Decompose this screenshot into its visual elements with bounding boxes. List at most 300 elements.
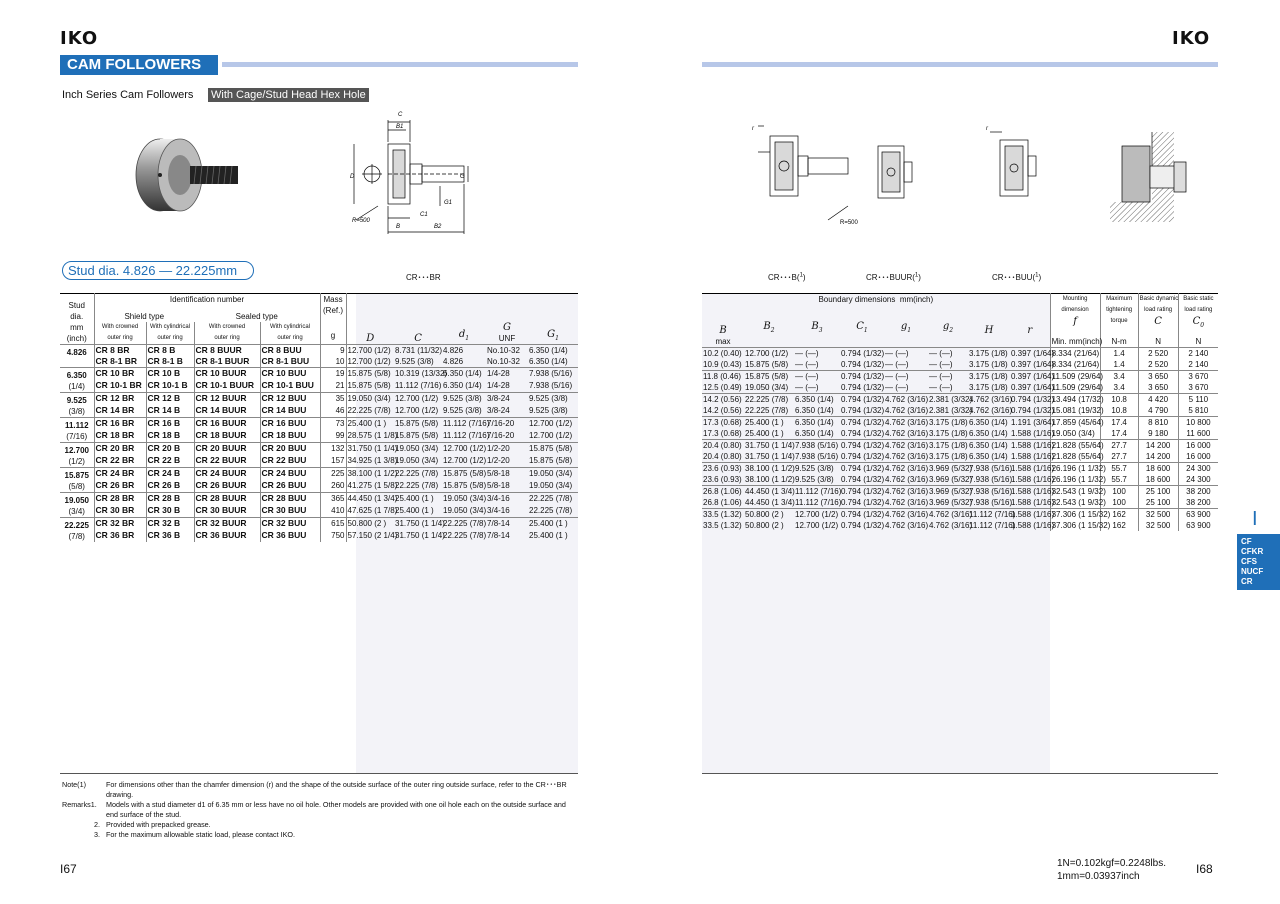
cell-C: 25.400 (1 ) <box>395 494 434 503</box>
cell-sh_c: CR 8 BR <box>94 344 146 356</box>
cam-follower-photo <box>132 130 242 220</box>
cell-C0: 5 810 <box>1178 405 1218 417</box>
cell-B2: 22.225 (7/8) <box>745 394 789 404</box>
side-tab-item[interactable]: CR <box>1241 577 1253 586</box>
side-tab-item[interactable]: NUCF <box>1241 567 1264 576</box>
cell-C1: 0.794 (1/32) <box>841 394 885 404</box>
stud-dia-cell: 6.350 (1/4) <box>60 367 94 392</box>
cell-Cd: 18 600 <box>1138 462 1178 474</box>
table-row <box>60 380 578 393</box>
stud-dia-inch: (7/16) <box>66 431 88 441</box>
cell-f: 37.306 (1 15/32) <box>1051 509 1111 519</box>
dim-label-G: G <box>460 174 465 180</box>
cell-Cd: 4 790 <box>1138 405 1178 417</box>
dim-label-r-b: r <box>752 126 754 132</box>
cell-C1: 0.794 (1/32) <box>841 440 885 450</box>
cell-se_y: CR 24 BUU <box>260 467 320 480</box>
cell-r: 0.794 (1/32) <box>1011 405 1055 415</box>
note1-label: Note(1) <box>62 780 86 789</box>
cell-G1: 12.700 (1/2) <box>529 419 573 428</box>
cell-T: 10.8 <box>1100 393 1138 405</box>
dim-label-R500: R=500 <box>352 218 370 224</box>
cell-C0: 24 300 <box>1178 462 1218 474</box>
section-title: CAM FOLLOWERS <box>60 55 218 75</box>
cell-d1: 12.700 (1/2) <box>443 456 487 465</box>
cell-sh_y: CR 22 B <box>146 455 194 468</box>
table-row <box>60 405 578 418</box>
hdr-B: B <box>719 324 727 336</box>
cell-H: 7.938 (5/16) <box>969 486 1013 496</box>
cell-se_c: CR 16 BUUR <box>194 417 260 430</box>
cell-C0: 5 110 <box>1178 393 1218 405</box>
cell-se_c: CR 8-1 BUUR <box>194 356 260 368</box>
cell-g2: 4.762 (3/16) <box>929 520 973 530</box>
cell-r: 0.397 (1/64) <box>1011 371 1055 381</box>
cell-B3: 7.938 (5/16) <box>795 440 839 450</box>
hdr-B2: $B_2$ <box>763 320 775 334</box>
remark2-text: Provided with prepacked grease. <box>106 820 211 829</box>
left-spec-table <box>60 293 578 542</box>
cell-B: 10.2 (0.40) <box>703 348 742 358</box>
cell-g2: 3.175 (1/8) <box>929 417 968 427</box>
cell-d1: 6.350 (1/4) <box>443 369 482 378</box>
cell-sh_y: CR 18 B <box>146 430 194 443</box>
cell-Cd: 3 650 <box>1138 370 1178 382</box>
cell-H: 6.350 (1/4) <box>969 440 1008 450</box>
cell-se_c: CR 14 BUUR <box>194 405 260 418</box>
hdr-max: max <box>715 336 731 346</box>
cell-g2: 3.969 (5/32) <box>929 486 973 496</box>
cell-g1: 4.762 (3/16) <box>885 394 929 404</box>
cell-B: 33.5 (1.32) <box>703 509 742 519</box>
brand-logo-right: IKO <box>1172 28 1211 49</box>
cell-g1: 4.762 (3/16) <box>885 417 929 427</box>
cell-C1: 0.794 (1/32) <box>841 451 885 461</box>
cell-T: 100 <box>1100 485 1138 497</box>
cell-sh_c: CR 30 BR <box>94 505 146 518</box>
cell-B: 23.6 (0.93) <box>703 463 742 473</box>
cell-D: 47.625 (1 7/8) <box>347 506 398 515</box>
cell-Cd: 14 200 <box>1138 451 1178 463</box>
table-row <box>60 367 578 380</box>
cell-mass: 21 <box>320 380 346 393</box>
cell-C: 19.050 (3/4) <box>395 456 439 465</box>
cell-se_c: CR 36 BUUR <box>194 530 260 542</box>
cell-d1: 6.350 (1/4) <box>443 381 482 390</box>
cell-T: 55.7 <box>1100 462 1138 474</box>
table-row <box>60 517 578 530</box>
caption-cr-b: CR･･･B($^1$) <box>768 272 806 282</box>
cell-B3: 9.525 (3/8) <box>795 463 834 473</box>
cell-Cd: 8 810 <box>1138 416 1178 428</box>
cell-B3: 9.525 (3/8) <box>795 474 834 484</box>
cell-f: 37.306 (1 15/32) <box>1051 520 1111 530</box>
cell-C1: 0.794 (1/32) <box>841 428 885 438</box>
cell-sh_c: CR 22 BR <box>94 455 146 468</box>
cell-d1: 19.050 (3/4) <box>443 506 487 515</box>
caption-cr-buu: CR･･･BUU($^1$) <box>992 272 1042 282</box>
cell-se_y: CR 36 BUU <box>260 530 320 542</box>
remark3-num: 3. <box>94 830 100 839</box>
table-row <box>702 439 1218 451</box>
cell-r: 0.397 (1/64) <box>1011 348 1055 358</box>
hdr-g2: $g_2$ <box>942 320 954 334</box>
note1-text: For dimensions other than the chamfer dimension (r) and the shape of the outside surface of the outer ring outside surface, refer to the CR･･･BR drawing. <box>106 780 567 799</box>
cell-C0: 10 800 <box>1178 416 1218 428</box>
cell-g2: ― (―) <box>929 371 953 381</box>
cell-C: 11.112 (7/16) <box>395 381 442 390</box>
table-row <box>702 359 1218 371</box>
dim-label-r-buu: r <box>986 126 988 132</box>
cell-g1: 4.762 (3/16) <box>885 428 929 438</box>
cell-se_y: CR 10-1 BUU <box>260 380 320 393</box>
cell-B3: ― (―) <box>795 382 819 392</box>
hdr-B3: $B_3$ <box>811 320 823 334</box>
cell-B: 26.8 (1.06) <box>703 497 742 507</box>
cell-G1: 7.938 (5/16) <box>529 381 573 390</box>
side-index-letter: I <box>1252 508 1258 530</box>
cell-G: 1/2-20 <box>487 456 510 465</box>
cell-H: 7.938 (5/16) <box>969 497 1013 507</box>
stud-dia-inch: (3/8) <box>68 406 85 416</box>
cell-G1: 12.700 (1/2) <box>529 431 573 440</box>
cell-sh_y: CR 14 B <box>146 405 194 418</box>
cell-B2: 12.700 (1/2) <box>745 348 789 358</box>
cell-sh_y: CR 20 B <box>146 442 194 455</box>
table-row <box>60 430 578 443</box>
cell-C1: 0.794 (1/32) <box>841 348 885 358</box>
remarks-label: Remarks1. <box>62 800 97 809</box>
cell-d1: 19.050 (3/4) <box>443 494 487 503</box>
stud-dia-cell: 12.700 (1/2) <box>60 442 94 467</box>
cell-C0: 38 200 <box>1178 485 1218 497</box>
cell-r: 1.191 (3/64) <box>1011 417 1055 427</box>
cell-B3: 7.938 (5/16) <box>795 451 839 461</box>
cell-T: 162 <box>1100 520 1138 531</box>
left-table-bottom <box>60 773 578 774</box>
cell-sh_c: CR 24 BR <box>94 467 146 480</box>
cell-G1: 6.350 (1/4) <box>529 356 568 366</box>
dim-label-G1: G1 <box>444 200 453 206</box>
cr-buur-drawing <box>872 140 936 204</box>
hdr-mass: Mass (Ref.) g <box>320 294 346 345</box>
cell-r: 1.588 (1/16) <box>1011 463 1055 473</box>
cell-g2: ― (―) <box>929 348 953 358</box>
hdr-mounting: Mounting dimension f <box>1050 294 1100 336</box>
cell-sh_c: CR 20 BR <box>94 442 146 455</box>
cell-C: 22.225 (7/8) <box>395 469 439 478</box>
cell-H: 4.762 (3/16) <box>969 405 1013 415</box>
cell-G1: 9.525 (3/8) <box>529 394 568 403</box>
cell-mass: 9 <box>320 344 346 356</box>
stud-dia-inch: (3/4) <box>68 506 85 516</box>
cell-se_c: CR 10-1 BUUR <box>194 380 260 393</box>
cell-H: 7.938 (5/16) <box>969 474 1013 484</box>
cell-C: 22.225 (7/8) <box>395 481 439 490</box>
cell-g1: 4.762 (3/16) <box>885 509 929 519</box>
cell-sh_y: CR 10 B <box>146 367 194 380</box>
cell-C0: 63 900 <box>1178 520 1218 531</box>
hdr-r: r <box>1027 324 1033 336</box>
table-row <box>702 393 1218 405</box>
table-row <box>702 370 1218 382</box>
cell-r: 1.588 (1/16) <box>1011 451 1055 461</box>
cell-sh_y: CR 8-1 B <box>146 356 194 368</box>
cell-T: 17.4 <box>1100 428 1138 440</box>
cell-B2: 38.100 (1 1/2) <box>745 463 795 473</box>
cell-f: 19.050 (3/4) <box>1050 428 1100 440</box>
series-title: Inch Series Cam Followers <box>62 89 194 101</box>
cell-B3: 6.350 (1/4) <box>795 428 834 438</box>
cell-sh_y: CR 32 B <box>146 517 194 530</box>
cell-G: 1/4-28 <box>487 381 510 390</box>
cell-C: 31.750 (1 1/4) <box>395 519 445 528</box>
cell-se_c: CR 32 BUUR <box>194 517 260 530</box>
table-row <box>60 455 578 468</box>
hdr-shield-cyl: With cylindrical outer ring <box>146 322 194 345</box>
mounting-drawing <box>1106 132 1198 224</box>
cell-se_c: CR 20 BUUR <box>194 442 260 455</box>
cell-T: 55.7 <box>1100 474 1138 486</box>
cell-C1: 0.794 (1/32) <box>841 371 885 381</box>
cell-G: 3/8-24 <box>487 406 510 415</box>
cell-g2: 2.381 (3/32) <box>929 405 973 415</box>
cell-se_y: CR 26 BUU <box>260 480 320 493</box>
brand-logo-left: IKO <box>60 28 99 49</box>
cell-B2: 44.450 (1 3/4) <box>745 497 795 507</box>
dim-label-B: B <box>396 224 401 230</box>
cell-C0: 38 200 <box>1178 497 1218 509</box>
cell-B2: 25.400 (1 ) <box>745 428 784 438</box>
cell-Cd: 3 650 <box>1138 382 1178 394</box>
title-rule-left <box>222 62 578 67</box>
cell-Cd: 14 200 <box>1138 439 1178 451</box>
cell-mass: 365 <box>320 492 346 505</box>
cell-B3: 12.700 (1/2) <box>795 520 839 530</box>
cell-B3: 11.112 (7/16) <box>795 497 842 507</box>
cell-B3: 6.350 (1/4) <box>795 405 834 415</box>
cell-g2: 3.175 (1/8) <box>929 451 968 461</box>
cell-g2: 3.969 (5/32) <box>929 474 973 484</box>
cell-B: 23.6 (0.93) <box>703 474 742 484</box>
cell-sh_c: CR 36 BR <box>94 530 146 542</box>
cell-G1: 9.525 (3/8) <box>529 406 568 415</box>
stud-dia-inch: (5/8) <box>68 481 85 491</box>
cell-D: 28.575 (1 1/8) <box>347 431 398 440</box>
cell-D: 12.700 (1/2) <box>346 356 394 368</box>
cell-se_y: CR 16 BUU <box>260 417 320 430</box>
cell-d1: 15.875 (5/8) <box>443 469 487 478</box>
cell-G1: 25.400 (1 ) <box>529 531 568 540</box>
cell-C: 25.400 (1 ) <box>395 506 434 515</box>
cell-mass: 157 <box>320 455 346 468</box>
cell-r: 0.397 (1/64) <box>1011 359 1055 369</box>
cell-g1: 4.762 (3/16) <box>885 520 929 530</box>
cell-f: 17.859 (45/64) <box>1051 417 1104 427</box>
cell-g1: ― (―) <box>885 371 909 381</box>
cell-B: 11.8 (0.46) <box>703 371 742 381</box>
cell-Cd: 32 500 <box>1138 508 1178 520</box>
cell-g2: 3.969 (5/32) <box>929 463 973 473</box>
cell-H: 11.112 (7/16) <box>969 520 1016 530</box>
cell-G1: 6.350 (1/4) <box>529 345 568 355</box>
cell-g2: 3.175 (1/8) <box>929 440 968 450</box>
cell-C: 12.700 (1/2) <box>395 394 439 403</box>
cell-se_c: CR 12 BUUR <box>194 392 260 405</box>
hdr-H: H <box>984 324 994 336</box>
cell-d1: 11.112 (7/16) <box>443 419 490 428</box>
cell-f: 26.196 (1 1/32) <box>1051 463 1106 473</box>
dim-label-C: C <box>398 112 403 118</box>
title-rule-right <box>702 62 1218 67</box>
cell-C: 15.875 (5/8) <box>395 419 439 428</box>
cell-g1: ― (―) <box>885 348 909 358</box>
side-tab-item[interactable]: CF <box>1241 537 1252 546</box>
cr-br-drawing <box>348 106 470 236</box>
hdr-sealed-crowned: With crowned outer ring <box>194 322 260 345</box>
hdr-min-unit: Min. mm(inch) <box>1051 336 1103 346</box>
table-row <box>702 416 1218 428</box>
cell-C0: 63 900 <box>1178 508 1218 520</box>
cell-g1: 4.762 (3/16) <box>885 474 929 484</box>
cell-D: 44.450 (1 3/4) <box>347 494 398 503</box>
cell-G: 3/4-16 <box>487 506 510 515</box>
cell-g1: 4.762 (3/16) <box>885 486 929 496</box>
hdr-boundary: Boundary dimensions mm(inch) <box>818 295 934 304</box>
stud-dia-cell: 19.050 (3/4) <box>60 492 94 517</box>
cell-se_c: CR 30 BUUR <box>194 505 260 518</box>
cell-se_y: CR 30 BUU <box>260 505 320 518</box>
cell-Cd: 18 600 <box>1138 474 1178 486</box>
cell-C: 10.319 (13/32) <box>395 369 448 378</box>
cell-r: 1.588 (1/16) <box>1011 474 1055 484</box>
cell-C0: 2 140 <box>1178 347 1218 359</box>
hdr-stud: Stud dia. mm (inch) <box>66 300 87 343</box>
hdr-nm: N-m <box>1100 336 1138 348</box>
dim-label-B2: B2 <box>434 224 442 230</box>
cell-T: 1.4 <box>1100 347 1138 359</box>
cell-mass: 99 <box>320 430 346 443</box>
cell-f: 21.828 (55/64) <box>1051 440 1104 450</box>
cell-G: 5/8-18 <box>487 469 510 478</box>
cell-D: 25.400 (1 ) <box>346 417 394 430</box>
remark2-num: 2. <box>94 820 100 829</box>
side-index-tab[interactable] <box>1237 534 1280 590</box>
hdr-ident: Identification number <box>94 294 320 308</box>
hdr-shield-crowned: With crowned outer ring <box>94 322 146 345</box>
cell-B3: ― (―) <box>795 348 819 358</box>
cell-se_c: CR 22 BUUR <box>194 455 260 468</box>
cell-C1: 0.794 (1/32) <box>841 463 885 473</box>
cell-g1: 4.762 (3/16) <box>885 440 929 450</box>
cell-C0: 16 000 <box>1178 451 1218 463</box>
cell-G1: 15.875 (5/8) <box>529 456 573 465</box>
hdr-n1: N <box>1138 336 1178 348</box>
cell-mass: 410 <box>320 505 346 518</box>
cell-C1: 0.794 (1/32) <box>841 359 885 369</box>
cell-G: 7/16-20 <box>487 431 515 440</box>
cell-g1: 4.762 (3/16) <box>885 497 929 507</box>
cell-se_y: CR 28 BUU <box>260 492 320 505</box>
cell-r: 1.588 (1/16) <box>1011 428 1055 438</box>
cell-mass: 615 <box>320 517 346 530</box>
cell-C1: 0.794 (1/32) <box>841 405 885 415</box>
cell-f: 32.543 (1 9/32) <box>1051 486 1106 496</box>
hdr-G1: $G_1$ <box>547 328 559 342</box>
cell-se_c: CR 24 BUUR <box>194 467 260 480</box>
cell-T: 3.4 <box>1100 382 1138 394</box>
cell-D: 22.225 (7/8) <box>346 405 394 418</box>
cell-f: 11.509 (29/64) <box>1051 371 1104 381</box>
side-tab-item[interactable]: CFKR <box>1241 547 1264 556</box>
cell-mass: 10 <box>320 356 346 368</box>
cell-B2: 44.450 (1 3/4) <box>745 486 795 496</box>
cell-T: 162 <box>1100 508 1138 520</box>
cell-g1: 4.762 (3/16) <box>885 463 929 473</box>
cell-C1: 0.794 (1/32) <box>841 520 885 530</box>
cell-D: 41.275 (1 5/8) <box>347 481 398 490</box>
cell-C1: 0.794 (1/32) <box>841 474 885 484</box>
cell-G: 3/4-16 <box>487 494 510 503</box>
cell-sh_y: CR 24 B <box>146 467 194 480</box>
table-row <box>60 467 578 480</box>
cell-B2: 15.875 (5/8) <box>745 359 789 369</box>
table-row <box>702 485 1218 497</box>
cell-G: 3/8-24 <box>487 394 510 403</box>
cell-Cd: 32 500 <box>1138 520 1178 531</box>
stud-dia-cell: 4.826 <box>66 347 87 357</box>
cell-B2: 15.875 (5/8) <box>745 371 789 381</box>
cell-sh_c: CR 10-1 BR <box>94 380 146 393</box>
cell-se_y: CR 18 BUU <box>260 430 320 443</box>
hdr-static: Basic static load rating $C_0$ <box>1178 294 1218 336</box>
cell-r: 1.588 (1/16) <box>1011 509 1055 519</box>
table-row <box>702 347 1218 359</box>
cell-f: 15.081 (19/32) <box>1051 405 1104 415</box>
cell-sh_c: CR 16 BR <box>94 417 146 430</box>
cell-d1: 9.525 (3/8) <box>443 394 482 403</box>
cell-se_c: CR 26 BUUR <box>194 480 260 493</box>
cell-mass: 225 <box>320 467 346 480</box>
cell-G: 1/2-20 <box>487 444 510 453</box>
cell-f: 21.828 (55/64) <box>1051 451 1104 461</box>
cell-C: 19.050 (3/4) <box>395 444 439 453</box>
cell-se_y: CR 8-1 BUU <box>260 356 320 368</box>
cell-se_c: CR 28 BUUR <box>194 492 260 505</box>
cell-G1: 19.050 (3/4) <box>529 481 573 490</box>
cell-T: 100 <box>1100 497 1138 509</box>
cell-d1: 15.875 (5/8) <box>443 481 487 490</box>
cell-f: 8.334 (21/64) <box>1051 359 1100 369</box>
table-row <box>702 451 1218 463</box>
table-row <box>60 505 578 518</box>
cell-H: 11.112 (7/16) <box>969 509 1016 519</box>
cell-g1: ― (―) <box>885 359 909 369</box>
cell-Cd: 25 100 <box>1138 497 1178 509</box>
cell-C: 9.525 (3/8) <box>395 356 434 366</box>
cell-H: 7.938 (5/16) <box>969 463 1013 473</box>
cell-C1: 0.794 (1/32) <box>841 417 885 427</box>
cell-B: 17.3 (0.68) <box>703 417 742 427</box>
cell-T: 17.4 <box>1100 416 1138 428</box>
cell-sh_c: CR 14 BR <box>94 405 146 418</box>
cell-B: 14.2 (0.56) <box>703 394 742 404</box>
cell-sh_c: CR 26 BR <box>94 480 146 493</box>
side-tab-item[interactable]: CFS <box>1241 557 1257 566</box>
cell-d1: 9.525 (3/8) <box>443 406 482 415</box>
cell-C0: 24 300 <box>1178 474 1218 486</box>
cell-sh_y: CR 36 B <box>146 530 194 542</box>
